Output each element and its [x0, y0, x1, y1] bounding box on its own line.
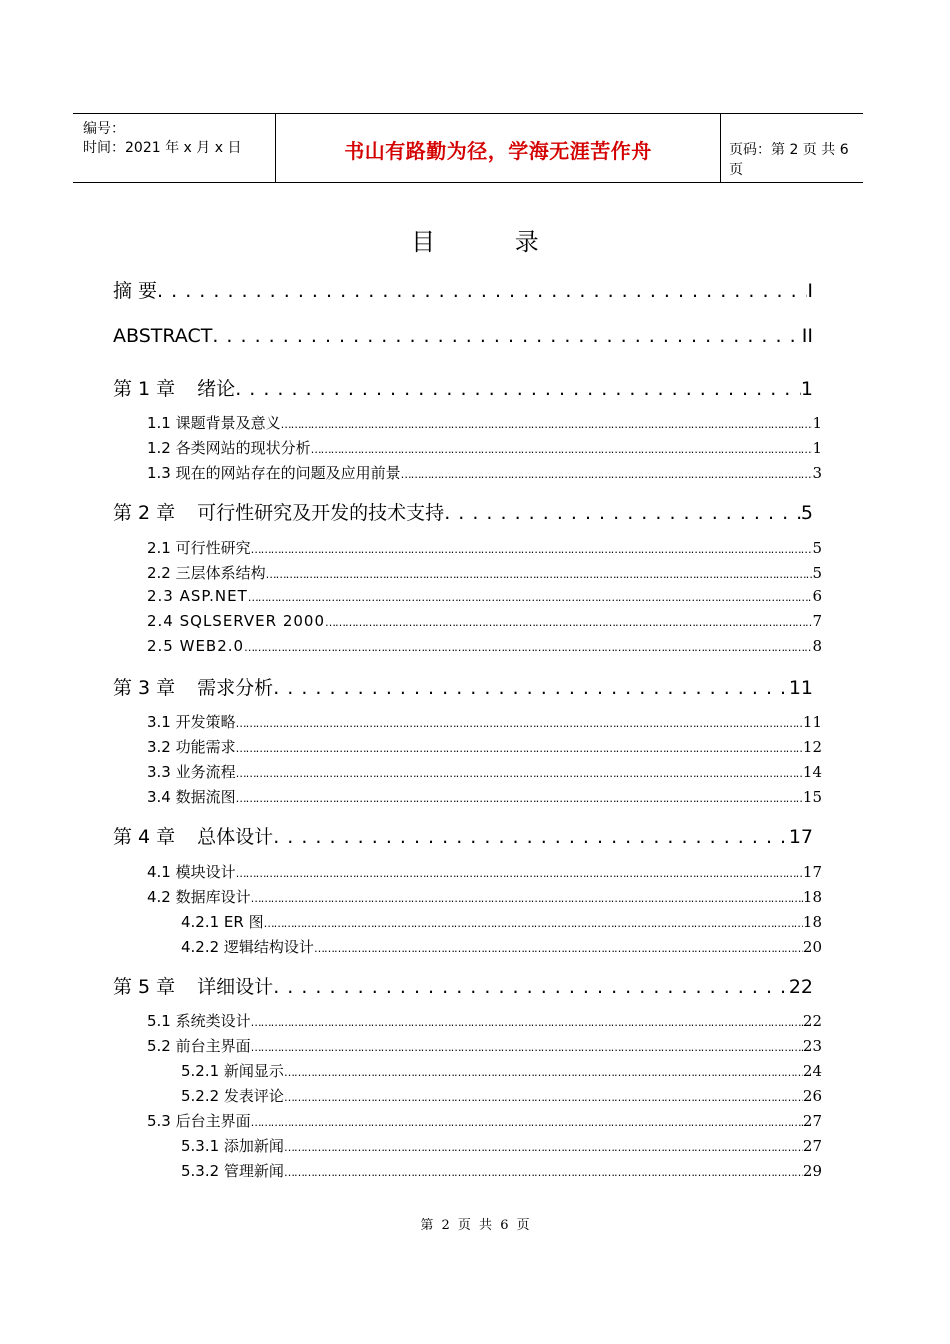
toc-entry-title: 5.3.2 管理新闻 [181, 1162, 284, 1180]
toc-leader [281, 414, 813, 432]
toc-entry-page: 18 [802, 888, 822, 906]
toc-entry-page: 23 [802, 1037, 822, 1055]
toc-entry-title: 2.2 三层体系结构 [147, 564, 266, 582]
toc-entry-title: 3.1 开发策略 [147, 713, 236, 731]
toc-entry-page: I [807, 280, 813, 302]
toc-leader [444, 502, 801, 524]
toc-subsection-4-2-1[interactable] [181, 911, 822, 932]
toc-entry-title: 1.2 各类网站的现状分析 [147, 439, 311, 457]
toc-entry-page: 17 [802, 863, 822, 881]
toc-leader [311, 439, 813, 457]
toc-leader [264, 913, 803, 931]
toc-entry-page: 1 [800, 378, 813, 400]
toc-leader [266, 564, 813, 582]
toc-entry-title: 2.1 可行性研究 [147, 539, 251, 557]
toc-section-1-1[interactable] [147, 412, 822, 433]
toc-entry-title: 5.3 后台主界面 [147, 1112, 251, 1130]
toc-section-2-2[interactable] [147, 562, 822, 583]
toc-entry-page: 6 [812, 587, 822, 605]
toc-entry-title: 5.2.1 新闻显示 [181, 1062, 284, 1080]
toc-subsection-5-3-1[interactable] [181, 1135, 822, 1156]
toc-leader [251, 539, 813, 557]
page-footer: 第 2 页 共 6 页 [420, 1218, 530, 1233]
toc-leader [251, 1037, 803, 1055]
toc-entry-title: 2.4 SQLSERVER 2000 [147, 612, 326, 630]
toc-chapter-3[interactable] [113, 673, 813, 700]
toc-leader [236, 788, 803, 806]
toc-leader [236, 863, 803, 881]
toc-entry-page: 8 [812, 637, 822, 655]
toc-entry-title: ABSTRACT [113, 325, 213, 347]
toc-entry-page: 27 [802, 1137, 822, 1155]
toc-leader [236, 713, 803, 731]
toc-leader [284, 1162, 803, 1180]
toc-entry-title: 1.3 现在的网站存在的问题及应用前景 [147, 464, 401, 482]
toc-leader [251, 1112, 803, 1130]
toc-section-3-4[interactable] [147, 786, 822, 807]
toc-entry-page: 11 [788, 677, 813, 699]
toc-entry-title: 5.2 前台主界面 [147, 1037, 251, 1055]
toc-entry-title: 1.1 课题背景及意义 [147, 414, 281, 432]
chapter-label: 第 4 章 [113, 826, 176, 848]
toc-leader [273, 976, 789, 998]
toc-section-4-2[interactable] [147, 886, 822, 907]
toc-entry-page: 5 [800, 502, 813, 524]
toc-leader [284, 1137, 803, 1155]
toc-entry-title: 摘 要 [113, 280, 158, 302]
toc-chapter-4[interactable] [113, 822, 813, 849]
header-page-number: 页码：第 2 页 共 6 页 [729, 142, 849, 178]
toc-leader [248, 587, 813, 605]
toc-subsection-4-2-2[interactable] [181, 936, 822, 957]
document-number: 编号： [83, 121, 125, 137]
toc-section-5-3[interactable] [147, 1110, 822, 1131]
toc-chapter-2[interactable] [113, 498, 813, 525]
toc-section-3-2[interactable] [147, 736, 822, 757]
toc-entry-page: 22 [802, 1012, 822, 1030]
toc-leader [284, 1062, 803, 1080]
toc-subsection-5-2-2[interactable] [181, 1085, 822, 1106]
toc-entry-page: 1 [812, 414, 822, 432]
toc-entry-page: 26 [802, 1087, 822, 1105]
toc-leader [325, 612, 812, 630]
toc-section-1-3[interactable] [147, 462, 822, 483]
toc-leader [251, 888, 803, 906]
toc-entry-title: 2.3 ASP.NET [147, 587, 248, 605]
toc-entry-page: 3 [812, 464, 822, 482]
toc-entry-page: 5 [812, 564, 822, 582]
toc-entry-page: 24 [802, 1062, 822, 1080]
toc-entry-page: 11 [802, 713, 822, 731]
toc-entry-page: 29 [802, 1162, 822, 1180]
toc-entry-title: 3.3 业务流程 [147, 763, 236, 781]
toc-section-2-1[interactable] [147, 537, 822, 558]
toc-subsection-5-3-2[interactable] [181, 1160, 822, 1181]
toc-entry-page: 14 [802, 763, 822, 781]
toc-entry-page: 5 [812, 539, 822, 557]
toc-entry-title: 3.4 数据流图 [147, 788, 236, 806]
toc-entry-title: 2.5 WEB2.0 [147, 637, 245, 655]
toc-entry-page: II [801, 325, 813, 347]
toc-title: 目 录 [411, 228, 575, 256]
toc-section-4-1[interactable] [147, 861, 822, 882]
toc-section-1-2[interactable] [147, 437, 822, 458]
toc-leader [314, 938, 803, 956]
chapter-title: 总体设计 [197, 826, 274, 848]
document-time: 时间：2021 年 x 月 x 日 [83, 140, 242, 156]
toc-leader [273, 826, 789, 848]
toc-section-2-4[interactable] [147, 612, 822, 630]
toc-entry-page: 20 [802, 938, 822, 956]
toc-entry-page: 27 [802, 1112, 822, 1130]
toc-leader [236, 763, 803, 781]
toc-chapter-5[interactable] [113, 972, 813, 999]
toc-entry-title: 5.3.1 添加新闻 [181, 1137, 284, 1155]
toc-leader [273, 677, 789, 699]
chapter-title: 详细设计 [197, 976, 274, 998]
toc-leader [236, 738, 803, 756]
toc-entry-abstract-en[interactable] [113, 325, 813, 347]
toc-leader [284, 1087, 803, 1105]
chapter-title: 绪论 [197, 378, 236, 400]
toc-entry-title: 4.1 模块设计 [147, 863, 236, 881]
toc-leader [244, 637, 812, 655]
toc-section-5-1[interactable] [147, 1010, 822, 1031]
toc-section-2-3[interactable] [147, 587, 822, 605]
chapter-label: 第 2 章 [113, 502, 176, 524]
toc-entry-title: 4.2 数据库设计 [147, 888, 251, 906]
toc-entry-title: 5.2.2 发表评论 [181, 1087, 284, 1105]
toc-entry-page: 18 [802, 913, 822, 931]
chapter-label: 第 1 章 [113, 378, 176, 400]
toc-entry-page: 12 [802, 738, 822, 756]
toc-leader [212, 325, 801, 347]
toc-leader [401, 464, 813, 482]
toc-entry-page: 17 [788, 826, 813, 848]
chapter-title: 需求分析 [197, 677, 274, 699]
toc-leader [157, 280, 807, 302]
toc-subsection-5-2-1[interactable] [181, 1060, 822, 1081]
toc-section-3-1[interactable] [147, 711, 822, 732]
toc-leader [251, 1012, 803, 1030]
toc-entry-title: 4.2.2 逻辑结构设计 [181, 938, 314, 956]
chapter-label: 第 5 章 [113, 976, 176, 998]
toc-entry-title: 3.2 功能需求 [147, 738, 236, 756]
toc-entry-page: 1 [812, 439, 822, 457]
motto: 书山有路勤为径，学海无涯苦作舟 [344, 139, 652, 163]
toc-leader [235, 378, 801, 400]
chapter-title: 可行性研究及开发的技术支持 [197, 502, 445, 524]
toc-entry-page: 7 [812, 612, 822, 630]
toc-section-3-3[interactable] [147, 761, 822, 782]
toc-entry-title: 5.1 系统类设计 [147, 1012, 251, 1030]
toc-entry-page: 15 [802, 788, 822, 806]
toc-section-5-2[interactable] [147, 1035, 822, 1056]
toc-entry-title: 4.2.1 ER 图 [181, 913, 264, 931]
toc-chapter-1[interactable] [113, 374, 813, 401]
toc-entry-abstract-cn[interactable] [113, 276, 813, 303]
chapter-label: 第 3 章 [113, 677, 176, 699]
toc-entry-page: 22 [788, 976, 813, 998]
toc-section-2-5[interactable] [147, 637, 822, 655]
